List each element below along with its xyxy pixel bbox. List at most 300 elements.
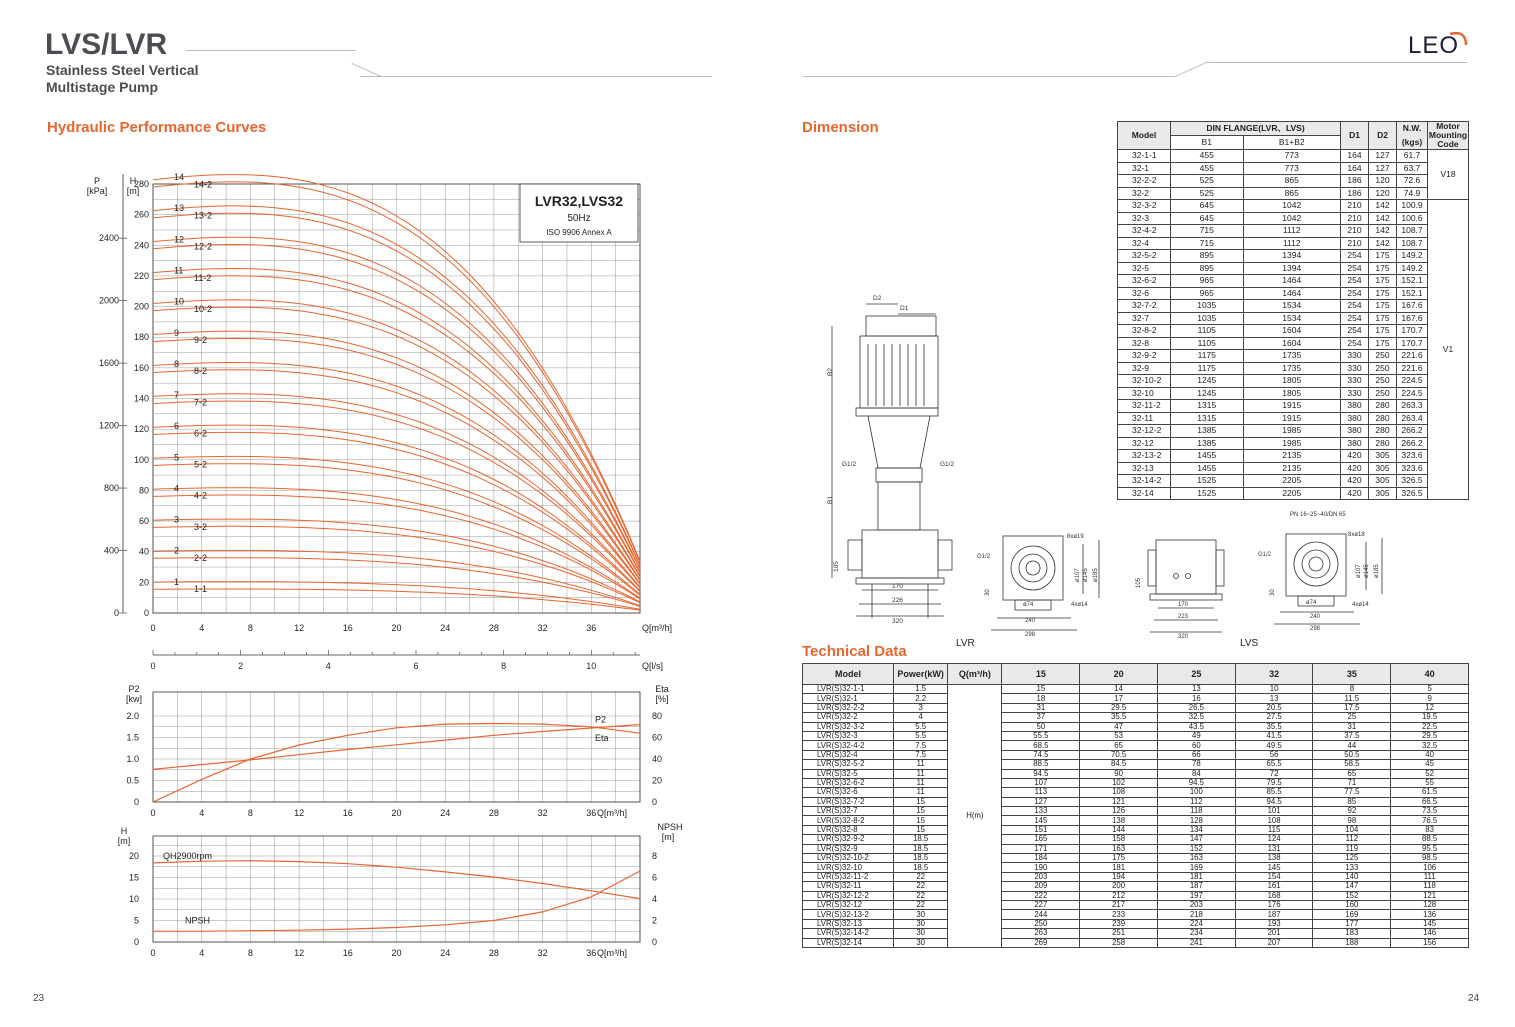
performance-curves-chart bbox=[80, 170, 673, 675]
tech-cell: 5 bbox=[1391, 685, 1469, 694]
y2-tick-label: 2 bbox=[652, 915, 658, 926]
label-g12-right: G1/2 bbox=[940, 461, 955, 468]
tech-cell: 58.5 bbox=[1313, 760, 1391, 769]
dim-cell: 1245 bbox=[1171, 375, 1244, 388]
x-tick-label: 0 bbox=[150, 808, 156, 818]
dim-row bbox=[1118, 475, 1469, 488]
dim-cell: 1455 bbox=[1171, 462, 1244, 475]
dim-cell: 330 bbox=[1341, 375, 1369, 388]
dim-cell: 1035 bbox=[1171, 312, 1244, 325]
label-b2: B2 bbox=[827, 368, 834, 376]
page-number-right: 24 bbox=[1468, 993, 1480, 1004]
tech-cell: 217 bbox=[1080, 900, 1158, 909]
x-axis-label: Q[m³/h] bbox=[642, 623, 673, 633]
tech-row bbox=[803, 722, 1469, 731]
y-axis-unit: [m] bbox=[117, 836, 131, 846]
tech-cell-model: LVR(S)32-3 bbox=[803, 731, 894, 740]
tech-cell: 15 bbox=[1002, 685, 1080, 694]
dim-cell: 715 bbox=[1171, 237, 1244, 250]
dim-cell: 142 bbox=[1369, 200, 1397, 213]
tech-cell: 7.5 bbox=[894, 741, 948, 750]
tech-cell: 15 bbox=[894, 825, 948, 834]
dim-cell-model: 32-6-2 bbox=[1118, 275, 1171, 288]
dim-cell: 1455 bbox=[1171, 450, 1244, 463]
x-tick-label: 36 bbox=[586, 808, 597, 818]
tech-cell: 84 bbox=[1157, 769, 1235, 778]
dim-cell: 152.1 bbox=[1397, 287, 1428, 300]
dim-cell: 142 bbox=[1369, 237, 1397, 250]
tech-row bbox=[803, 713, 1469, 722]
y-tick-label: 160 bbox=[133, 362, 149, 373]
tech-cell: 35.5 bbox=[1080, 713, 1158, 722]
label-d107: ø107 bbox=[1075, 568, 1081, 582]
tech-cell: 11 bbox=[894, 760, 948, 769]
tech-cell: 187 bbox=[1157, 882, 1235, 891]
dim-header-flange: DIN FLANGE(LVR、LVS) bbox=[1171, 122, 1341, 136]
page-number-left: 23 bbox=[33, 993, 45, 1004]
dim-row bbox=[1118, 225, 1469, 238]
tech-cell: 53 bbox=[1080, 731, 1158, 740]
y-axis-unit: [m] bbox=[126, 186, 140, 196]
power-grid bbox=[153, 692, 640, 802]
dim-cell: 1175 bbox=[1171, 362, 1244, 375]
page-subtitle: Stainless Steel Vertical Multistage Pump bbox=[46, 62, 199, 95]
tech-header-cell: Power(kW) bbox=[894, 664, 948, 685]
tech-cell-model: LVR(S)32-4-2 bbox=[803, 741, 894, 750]
dim-cell: 108.7 bbox=[1397, 225, 1428, 238]
tech-cell: 41.5 bbox=[1235, 731, 1313, 740]
dim-cell: 1525 bbox=[1171, 475, 1244, 488]
dim-cell-model: 32-10 bbox=[1118, 387, 1171, 400]
tech-cell: 71 bbox=[1313, 778, 1391, 787]
dim-cell-model: 32-6 bbox=[1118, 287, 1171, 300]
tech-cell: 184 bbox=[1002, 854, 1080, 863]
x-tick-label: 36 bbox=[586, 948, 597, 958]
tech-cell: 32.5 bbox=[1157, 713, 1235, 722]
label-d145-lvs: ø145 bbox=[1364, 564, 1370, 578]
tech-cell: 73.5 bbox=[1391, 807, 1469, 816]
tech-cell: 72 bbox=[1235, 769, 1313, 778]
tech-row bbox=[803, 760, 1469, 769]
tech-cell: 112 bbox=[1313, 835, 1391, 844]
dim-cell: 152.1 bbox=[1397, 275, 1428, 288]
dim-cell-model: 32-4 bbox=[1118, 237, 1171, 250]
dim-row bbox=[1118, 175, 1469, 188]
label-170-lvs: 170 bbox=[1178, 602, 1189, 608]
qh-label: QH2900rpm bbox=[163, 850, 213, 861]
tech-cell: 77.5 bbox=[1313, 788, 1391, 797]
dim-cell: 2205 bbox=[1243, 475, 1340, 488]
tech-cell: 136 bbox=[1391, 910, 1469, 919]
dim-cell: 525 bbox=[1171, 187, 1244, 200]
x-tick-label: 12 bbox=[294, 808, 305, 818]
tech-cell-model: LVR(S)32-5 bbox=[803, 769, 894, 778]
tech-cell: 49 bbox=[1157, 731, 1235, 740]
label-30-lvs: 30 bbox=[1270, 589, 1276, 596]
dim-cell-model: 32-14 bbox=[1118, 487, 1171, 500]
dim-cell: 1394 bbox=[1243, 262, 1340, 275]
tech-cell: 112 bbox=[1157, 797, 1235, 806]
x-axis-label: Q[m³/h] bbox=[597, 948, 628, 958]
tech-cell: 78 bbox=[1157, 760, 1235, 769]
dim-cell: 1915 bbox=[1243, 412, 1340, 425]
dim-cell: 74.9 bbox=[1397, 187, 1428, 200]
y-tick-label: 0 bbox=[133, 797, 139, 807]
dim-cell: 305 bbox=[1369, 450, 1397, 463]
y2-axis-label: NPSH bbox=[657, 822, 683, 832]
tech-header-cell: 40 bbox=[1391, 664, 1469, 685]
x2-tick-label: 4 bbox=[325, 661, 331, 671]
dim-row bbox=[1118, 350, 1469, 363]
tech-cell-model: LVR(S)32-3-2 bbox=[803, 722, 894, 731]
tech-cell-model: LVR(S)32-8-2 bbox=[803, 816, 894, 825]
dim-row bbox=[1118, 150, 1469, 163]
y2-tick-label: 1600 bbox=[98, 358, 119, 369]
dim-cell: 263.3 bbox=[1397, 400, 1428, 413]
x-tick-label: 24 bbox=[440, 623, 451, 633]
y-tick-label: 140 bbox=[133, 393, 149, 404]
tech-cell-model: LVR(S)32-5-2 bbox=[803, 760, 894, 769]
y-axis-label: H bbox=[129, 176, 137, 186]
tech-cell: 222 bbox=[1002, 891, 1080, 900]
dim-cell: 170.7 bbox=[1397, 337, 1428, 350]
dim-row bbox=[1118, 287, 1469, 300]
tech-cell: 18.5 bbox=[894, 863, 948, 872]
dim-cell: 100.9 bbox=[1397, 200, 1428, 213]
tech-cell: 5.5 bbox=[894, 731, 948, 740]
dim-cell: 2135 bbox=[1243, 462, 1340, 475]
tech-cell: 121 bbox=[1391, 891, 1469, 900]
tech-cell: 94.5 bbox=[1235, 797, 1313, 806]
dim-cell: 175 bbox=[1369, 300, 1397, 313]
label-240-lvs: 240 bbox=[1310, 614, 1321, 620]
tech-cell: 45 bbox=[1391, 760, 1469, 769]
tech-cell: 30 bbox=[894, 910, 948, 919]
label-g12-lvr: G1/2 bbox=[977, 554, 991, 560]
tech-cell: 92 bbox=[1313, 807, 1391, 816]
dim-cell-model: 32-8 bbox=[1118, 337, 1171, 350]
x-tick-label: 28 bbox=[488, 623, 499, 633]
y-axis-unit: [kw] bbox=[125, 694, 143, 704]
y-tick-label: 1.5 bbox=[126, 732, 139, 743]
label-105: 105 bbox=[833, 561, 840, 572]
lvr-top-drawing bbox=[975, 522, 1115, 640]
tech-cell: 138 bbox=[1235, 854, 1313, 863]
dim-header-motor: Motor Mounting Code bbox=[1428, 121, 1468, 149]
tech-cell: 156 bbox=[1391, 938, 1469, 947]
power-efficiency-chart bbox=[110, 678, 670, 828]
y-axis-label: P2 bbox=[128, 684, 140, 694]
tech-cell: 163 bbox=[1080, 844, 1158, 853]
npsh-chart bbox=[110, 822, 683, 967]
dim-cell: 164 bbox=[1341, 150, 1369, 163]
y-tick-label: 15 bbox=[128, 872, 139, 883]
x-tick-label: 12 bbox=[294, 623, 305, 633]
dim-cell: 1385 bbox=[1171, 425, 1244, 438]
tech-row bbox=[803, 741, 1469, 750]
tech-cell-model: LVR(S)32-6 bbox=[803, 788, 894, 797]
y-tick-label: 240 bbox=[133, 240, 149, 251]
dim-row bbox=[1118, 387, 1469, 400]
dim-cell-model: 32-5 bbox=[1118, 262, 1171, 275]
eta-label: Eta bbox=[595, 733, 609, 744]
x-tick-label: 28 bbox=[488, 948, 499, 958]
dim-row bbox=[1118, 187, 1469, 200]
y-tick-label: 5 bbox=[133, 915, 139, 926]
curve-label: 1 bbox=[174, 576, 180, 587]
tech-cell: 250 bbox=[1002, 919, 1080, 928]
tech-cell: 161 bbox=[1235, 882, 1313, 891]
curve-label: 3-2 bbox=[194, 521, 208, 532]
x-tick-label: 32 bbox=[537, 948, 548, 958]
dim-cell-model: 32-9 bbox=[1118, 362, 1171, 375]
tech-cell: 90 bbox=[1080, 769, 1158, 778]
tech-cell: 121 bbox=[1080, 797, 1158, 806]
dim-cell: 1245 bbox=[1171, 387, 1244, 400]
curve-label: 4 bbox=[174, 483, 180, 494]
tech-cell: 152 bbox=[1157, 844, 1235, 853]
tech-cell: 18.5 bbox=[894, 844, 948, 853]
x-tick-label: 32 bbox=[537, 808, 548, 818]
dim-cell: 186 bbox=[1341, 187, 1369, 200]
tech-cell: 207 bbox=[1235, 938, 1313, 947]
x-tick-label: 0 bbox=[150, 948, 156, 958]
tech-cell: 68.5 bbox=[1002, 741, 1080, 750]
tech-cell: 44 bbox=[1313, 741, 1391, 750]
x2-tick-label: 10 bbox=[586, 661, 597, 671]
tech-cell: 138 bbox=[1080, 816, 1158, 825]
dim-cell: 280 bbox=[1369, 425, 1397, 438]
tech-cell: 88.5 bbox=[1002, 760, 1080, 769]
tech-row bbox=[803, 863, 1469, 872]
tech-cell-model: LVR(S)32-1 bbox=[803, 694, 894, 703]
curve-label: 6-2 bbox=[194, 428, 208, 439]
tech-cell: 209 bbox=[1002, 882, 1080, 891]
dim-row bbox=[1118, 487, 1469, 500]
y2-tick-label: 20 bbox=[652, 775, 663, 786]
tech-cell: 94.5 bbox=[1002, 769, 1080, 778]
dim-cell-model: 32-7 bbox=[1118, 312, 1171, 325]
svg-text:LEO: LEO bbox=[1408, 32, 1460, 59]
tech-cell: 98.5 bbox=[1391, 854, 1469, 863]
dim-row bbox=[1118, 400, 1469, 413]
dim-cell: 142 bbox=[1369, 225, 1397, 238]
dim-cell: 127 bbox=[1369, 162, 1397, 175]
label-170: 170 bbox=[892, 583, 903, 590]
tech-row bbox=[803, 900, 1469, 909]
tech-cell: 128 bbox=[1391, 900, 1469, 909]
dim-cell: 1805 bbox=[1243, 387, 1340, 400]
tech-cell: 15 bbox=[894, 816, 948, 825]
tech-cell: 18.5 bbox=[894, 854, 948, 863]
tech-cell: 106 bbox=[1391, 863, 1469, 872]
dim-cell-model: 32-3 bbox=[1118, 212, 1171, 225]
dim-cell: 210 bbox=[1341, 200, 1369, 213]
tech-cell-model: LVR(S)32-2 bbox=[803, 713, 894, 722]
y-tick-label: 120 bbox=[133, 424, 149, 435]
tech-cell: 18.5 bbox=[894, 835, 948, 844]
tech-cell: 29.5 bbox=[1391, 731, 1469, 740]
tech-cell: 1.5 bbox=[894, 685, 948, 694]
dim-cell: 175 bbox=[1369, 337, 1397, 350]
y2-tick-label: 40 bbox=[652, 754, 663, 764]
tech-cell: 176 bbox=[1235, 900, 1313, 909]
tech-cell: 31 bbox=[1002, 703, 1080, 712]
curve-label: 5-2 bbox=[194, 459, 208, 470]
tech-cell: 11.5 bbox=[1313, 694, 1391, 703]
tech-header-cell: 15 bbox=[1002, 664, 1080, 685]
dim-cell: 61.7 bbox=[1397, 150, 1428, 163]
y-tick-label: 100 bbox=[133, 454, 149, 465]
tech-cell: 8 bbox=[1313, 685, 1391, 694]
label-pn: PN 16~25~40/DN 65 bbox=[1290, 512, 1346, 518]
dim-cell: 175 bbox=[1369, 325, 1397, 338]
tech-header-cell: 32 bbox=[1235, 664, 1313, 685]
tech-cell-model: LVR(S)32-11-2 bbox=[803, 872, 894, 881]
tech-row bbox=[803, 797, 1469, 806]
x-tick-label: 16 bbox=[342, 623, 353, 633]
tech-cell: 11 bbox=[894, 788, 948, 797]
tech-cell: 94.5 bbox=[1157, 778, 1235, 787]
dim-cell: 164 bbox=[1341, 162, 1369, 175]
curve-label: 13 bbox=[174, 203, 185, 214]
tech-cell: 26.5 bbox=[1157, 703, 1235, 712]
dim-cell: 1112 bbox=[1243, 225, 1340, 238]
dim-cell: 330 bbox=[1341, 362, 1369, 375]
dim-cell: 1604 bbox=[1243, 325, 1340, 338]
label-d74: ø74 bbox=[1023, 602, 1034, 608]
dim-header-d1: D1 bbox=[1341, 122, 1369, 150]
tech-cell: 79.5 bbox=[1235, 778, 1313, 787]
tech-cell: 32.5 bbox=[1391, 741, 1469, 750]
dim-cell-model: 32-3-2 bbox=[1118, 200, 1171, 213]
dim-row bbox=[1118, 375, 1469, 388]
y-tick-label: 60 bbox=[138, 516, 149, 527]
dim-cell: 455 bbox=[1171, 150, 1244, 163]
dim-cell: 280 bbox=[1369, 400, 1397, 413]
dim-cell: 254 bbox=[1341, 250, 1369, 263]
dim-cell: 715 bbox=[1171, 225, 1244, 238]
dim-cell: 895 bbox=[1171, 262, 1244, 275]
x-tick-label: 20 bbox=[391, 948, 402, 958]
section-title-curves: Hydraulic Performance Curves bbox=[47, 119, 267, 136]
dim-cell: 210 bbox=[1341, 212, 1369, 225]
dim-row bbox=[1118, 325, 1469, 338]
dim-cell-model: 32-10-2 bbox=[1118, 375, 1171, 388]
tech-cell-model: LVR(S)32-9-2 bbox=[803, 835, 894, 844]
tech-cell: 84.5 bbox=[1080, 760, 1158, 769]
tech-cell: 15 bbox=[894, 807, 948, 816]
tech-cell: 158 bbox=[1080, 835, 1158, 844]
label-d185: ø185 bbox=[1093, 568, 1099, 582]
dim-cell: 266.2 bbox=[1397, 425, 1428, 438]
dim-header-d2: D2 bbox=[1369, 122, 1397, 150]
x2-tick-label: 8 bbox=[501, 661, 507, 671]
tech-cell: 85 bbox=[1313, 797, 1391, 806]
tech-row bbox=[803, 854, 1469, 863]
tech-row bbox=[803, 910, 1469, 919]
chart-frequency: 50Hz bbox=[567, 213, 591, 224]
x2-tick-label: 2 bbox=[238, 661, 244, 671]
x-tick-label: 4 bbox=[199, 948, 205, 958]
tech-cell: 100 bbox=[1157, 788, 1235, 797]
dim-cell: 1105 bbox=[1171, 337, 1244, 350]
tech-cell: 14 bbox=[1080, 685, 1158, 694]
y-tick-label: 2.0 bbox=[126, 711, 139, 721]
tech-cell: 29.5 bbox=[1080, 703, 1158, 712]
dim-cell: 175 bbox=[1369, 250, 1397, 263]
dim-cell: 420 bbox=[1341, 450, 1369, 463]
npsh-label: NPSH bbox=[185, 915, 211, 926]
y2-axis-unit: [m] bbox=[661, 832, 675, 842]
tech-cell: 107 bbox=[1002, 778, 1080, 787]
label-320: 320 bbox=[892, 618, 903, 625]
y2-tick-label: 80 bbox=[652, 711, 663, 721]
tech-cell: 108 bbox=[1235, 816, 1313, 825]
dim-cell: 323.6 bbox=[1397, 450, 1428, 463]
dim-cell-motor-code: V18 bbox=[1428, 150, 1469, 200]
tech-cell: 65 bbox=[1080, 741, 1158, 750]
tech-cell: 239 bbox=[1080, 919, 1158, 928]
npsh-grid bbox=[153, 836, 640, 942]
tech-cell: 98 bbox=[1313, 816, 1391, 825]
dim-row bbox=[1118, 462, 1469, 475]
dim-cell: 127 bbox=[1369, 150, 1397, 163]
dim-cell: 330 bbox=[1341, 387, 1369, 400]
tech-cell-model: LVR(S)32-10 bbox=[803, 863, 894, 872]
curve-label: 8-2 bbox=[194, 366, 208, 377]
x-tick-label: 4 bbox=[199, 623, 205, 633]
brand-logo bbox=[1406, 28, 1470, 69]
tech-row bbox=[803, 694, 1469, 703]
tech-cell-model: LVR(S)32-7-2 bbox=[803, 797, 894, 806]
dim-cell: 266.2 bbox=[1397, 437, 1428, 450]
dim-cell: 2135 bbox=[1243, 450, 1340, 463]
dim-cell: 1985 bbox=[1243, 425, 1340, 438]
label-298-lvs: 298 bbox=[1310, 626, 1321, 632]
tech-cell: 241 bbox=[1157, 938, 1235, 947]
dim-cell: 1534 bbox=[1243, 312, 1340, 325]
tech-cell: 145 bbox=[1235, 863, 1313, 872]
dim-row bbox=[1118, 337, 1469, 350]
dim-cell: 175 bbox=[1369, 262, 1397, 275]
tech-cell: 95.5 bbox=[1391, 844, 1469, 853]
label-d2: D2 bbox=[873, 295, 882, 302]
tech-cell: 5.5 bbox=[894, 722, 948, 731]
dim-cell: 280 bbox=[1369, 437, 1397, 450]
tech-row bbox=[803, 807, 1469, 816]
tech-cell: 169 bbox=[1313, 910, 1391, 919]
y-tick-label: 0.5 bbox=[126, 775, 139, 786]
header-divider-right-slope bbox=[1175, 61, 1208, 77]
dim-cell: 1534 bbox=[1243, 300, 1340, 313]
y-tick-label: 80 bbox=[138, 485, 149, 496]
y-tick-label: 180 bbox=[133, 332, 149, 343]
curve-label: 8 bbox=[174, 358, 180, 369]
p2-label: P2 bbox=[595, 714, 607, 725]
curve-label: 12 bbox=[174, 234, 185, 245]
x-tick-label: 24 bbox=[440, 948, 451, 958]
tech-cell: 169 bbox=[1157, 863, 1235, 872]
tech-cell: 35.5 bbox=[1235, 722, 1313, 731]
dim-row bbox=[1118, 162, 1469, 175]
dim-cell: 175 bbox=[1369, 287, 1397, 300]
lvs-side-drawing bbox=[1128, 522, 1238, 640]
label-g12-lvs: G1/2 bbox=[1258, 552, 1272, 558]
tech-row bbox=[803, 685, 1469, 694]
dim-cell: 280 bbox=[1369, 412, 1397, 425]
curve-label: 7-2 bbox=[194, 397, 208, 408]
